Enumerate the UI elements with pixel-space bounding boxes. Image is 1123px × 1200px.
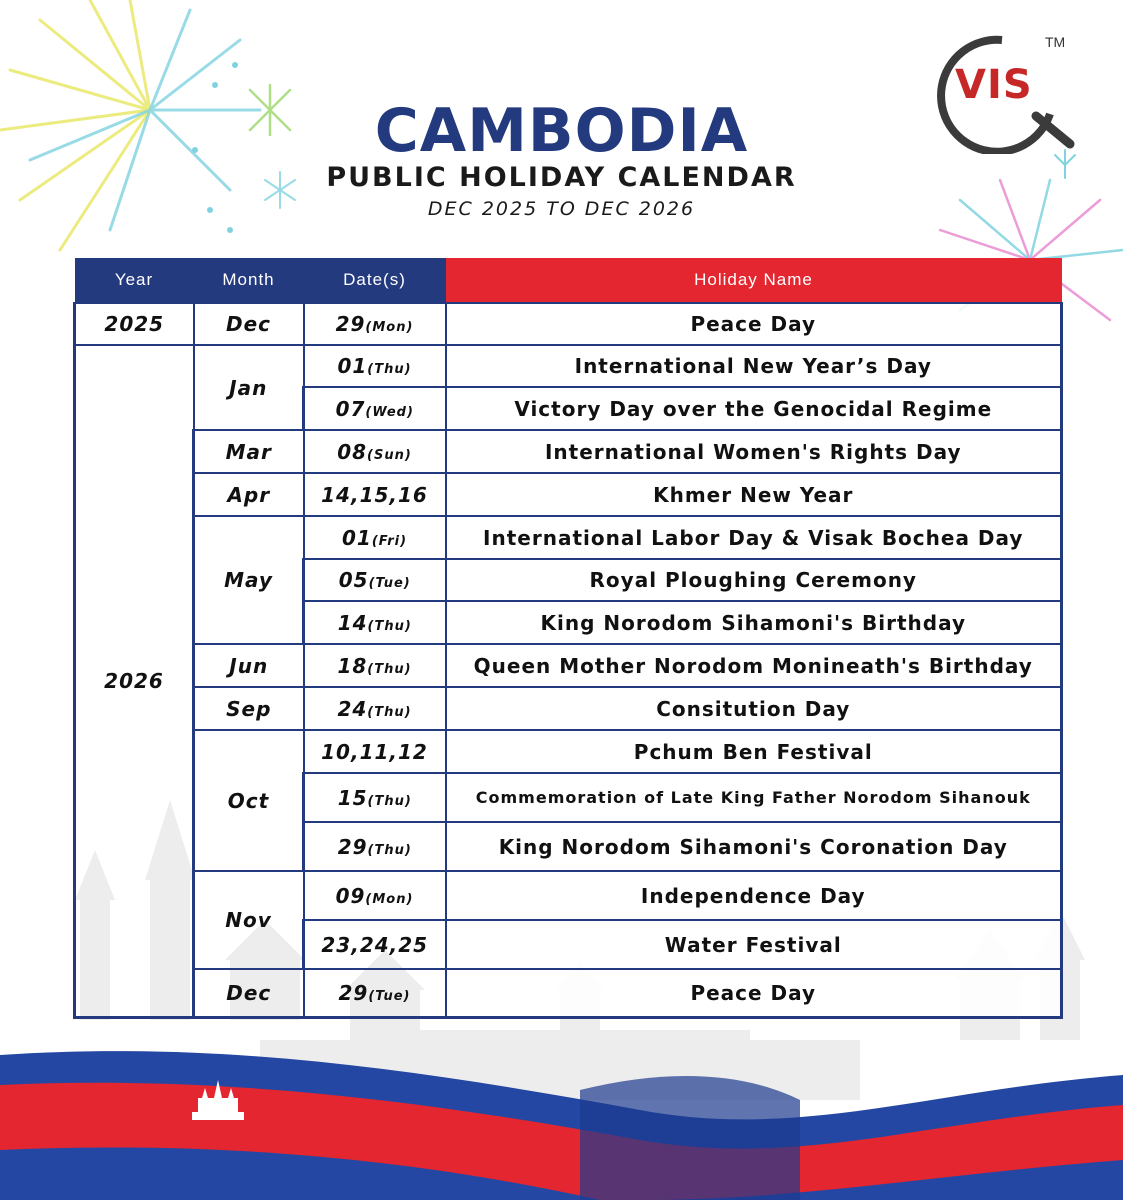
holiday-name-cell: Independence Day: [446, 871, 1062, 920]
date-cell: [304, 303, 446, 345]
date-value: 29: [337, 834, 368, 859]
year-cell: 2026: [75, 345, 194, 1017]
date-value: 01: [341, 525, 372, 550]
weekday: (Tue): [368, 988, 411, 1004]
date-cell: [304, 473, 446, 516]
weekday: (Wed): [365, 404, 414, 420]
col-header-dates: Date(s): [304, 258, 446, 303]
date-cell: [304, 687, 446, 730]
holiday-name-cell: Peace Day: [446, 303, 1062, 345]
weekday: (Tue): [368, 576, 411, 591]
month-cell: May: [194, 516, 304, 644]
date-cell: [304, 822, 446, 871]
page-subtitle: PUBLIC HOLIDAY CALENDAR: [326, 162, 797, 193]
holiday-name-cell: King Norodom Sihamoni's Birthday: [446, 601, 1062, 644]
table-row: [75, 473, 1062, 516]
table-row: [75, 730, 1062, 773]
date-cell: [304, 730, 446, 773]
holiday-name-cell: International Women's Rights Day: [446, 430, 1062, 473]
weekday: (Mon): [365, 320, 414, 335]
weekday: (Sun): [367, 447, 412, 463]
month-cell: Nov: [194, 871, 304, 969]
table-row: [75, 687, 1062, 730]
year-cell: 2025: [75, 303, 194, 345]
date-cell: [304, 516, 446, 559]
date-value: 15: [337, 785, 368, 810]
holiday-name-cell: Consitution Day: [446, 687, 1062, 730]
date-value: 29: [338, 980, 369, 1005]
date-value: 24: [337, 696, 368, 721]
weekday: (Thu): [367, 842, 412, 858]
month-cell: Dec: [194, 303, 304, 345]
weekday: (Thu): [367, 793, 412, 809]
date-value: 29: [335, 312, 366, 336]
col-header-holiday-name: Holiday Name: [446, 258, 1062, 303]
date-value: 08: [337, 439, 368, 464]
date-value: 14: [337, 610, 368, 635]
date-cell: [304, 773, 446, 822]
holiday-name-cell: Queen Mother Norodom Monineath's Birthday: [446, 644, 1062, 687]
holiday-name-cell: International New Year’s Day: [446, 345, 1062, 387]
month-cell: Jan: [194, 345, 304, 430]
date-cell: [304, 871, 446, 920]
table-row: [75, 644, 1062, 687]
weekday: (Thu): [367, 704, 412, 720]
col-header-year: Year: [75, 258, 194, 303]
month-cell: Sep: [194, 687, 304, 730]
weekday: (Thu): [367, 362, 412, 377]
table-row: [75, 871, 1062, 920]
date-value: 18: [337, 653, 368, 678]
holiday-table: [73, 258, 1063, 1019]
table-header-row: [75, 258, 1062, 303]
month-cell: Mar: [194, 430, 304, 473]
date-cell: [304, 387, 446, 430]
weekday: (Thu): [367, 661, 412, 677]
table-row: [75, 303, 1062, 345]
month-cell: Apr: [194, 473, 304, 516]
date-cell: [304, 644, 446, 687]
table-row: [75, 345, 1062, 387]
logo-text: VIS: [955, 62, 1033, 108]
table-row: [75, 969, 1062, 1017]
date-value: 07: [335, 396, 366, 421]
weekday: (Fri): [371, 533, 408, 549]
logo-tm: TM: [1045, 34, 1066, 50]
date-cell: [304, 920, 446, 969]
page-title: CAMBODIA: [374, 96, 749, 166]
month-cell: Oct: [194, 730, 304, 871]
date-range: DEC 2025 TO DEC 2026: [427, 198, 696, 220]
date-value: 01: [337, 354, 368, 378]
holiday-name-cell: International Labor Day & Visak Bochea Day: [446, 516, 1062, 559]
date-value: 05: [338, 568, 369, 592]
date-value: 09: [335, 883, 366, 908]
date-value: 14,15,16: [321, 482, 428, 507]
col-header-month: Month: [194, 258, 304, 303]
date-cell: [304, 969, 446, 1017]
date-value: 23,24,25: [321, 932, 429, 957]
holiday-name-cell: Khmer New Year: [446, 473, 1062, 516]
table-row: [75, 430, 1062, 473]
weekday: (Thu): [367, 618, 412, 634]
month-cell: Jun: [194, 644, 304, 687]
holiday-name-cell: Water Festival: [446, 920, 1062, 969]
holiday-name-cell: Peace Day: [446, 969, 1062, 1017]
date-cell: [304, 559, 446, 601]
holiday-name-cell: Royal Ploughing Ceremony: [446, 559, 1062, 601]
month-cell: Dec: [194, 969, 304, 1017]
date-value: 10,11,12: [321, 739, 428, 764]
holiday-name-cell: Commemoration of Late King Father Norodom Sihanouk: [446, 773, 1062, 822]
table-row: [75, 516, 1062, 559]
holiday-name-cell: Victory Day over the Genocidal Regime: [446, 387, 1062, 430]
date-cell: [304, 601, 446, 644]
weekday: (Mon): [365, 891, 414, 907]
date-cell: [304, 430, 446, 473]
date-cell: [304, 345, 446, 387]
holiday-name-cell: King Norodom Sihamoni's Coronation Day: [446, 822, 1062, 871]
holiday-name-cell: Pchum Ben Festival: [446, 730, 1062, 773]
